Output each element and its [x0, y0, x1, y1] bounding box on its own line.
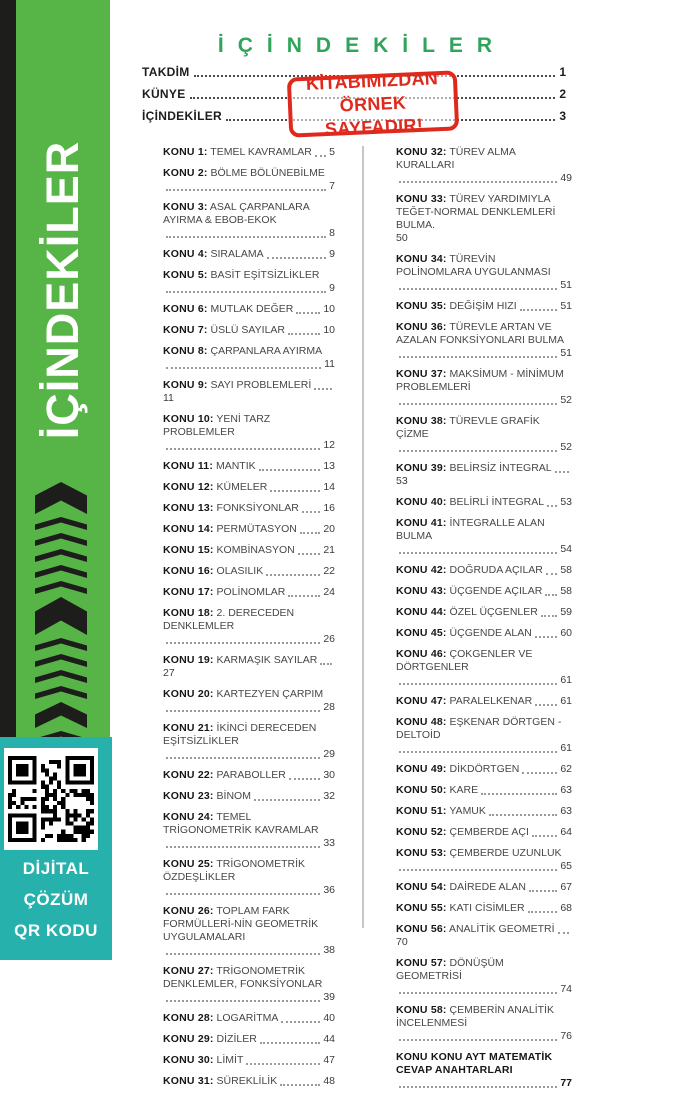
page-number: 22: [323, 565, 335, 577]
dot-leader: [296, 312, 320, 314]
toc-entry: [163, 586, 335, 599]
toc-entry-title: KONU 29: DİZİLER: [163, 1033, 257, 1045]
qr-caption-line: QR KODU: [14, 921, 98, 940]
toc-entry: [163, 565, 335, 578]
toc-entry-title: KONU 11: MANTIK: [163, 460, 256, 472]
dot-leader: [166, 291, 326, 293]
toc-entry: [396, 585, 572, 598]
toc-entry: [396, 923, 572, 949]
page-number: 14: [323, 481, 335, 493]
dot-leader: [166, 710, 320, 712]
toc-entry: [396, 648, 572, 687]
chevron-decoration: [35, 482, 87, 744]
qr-code-icon: [8, 756, 94, 842]
toc-entry: [163, 303, 335, 316]
toc-entry: [163, 688, 335, 714]
front-matter-label: TAKDİM: [142, 65, 190, 79]
page-number: 58: [560, 564, 572, 576]
page-number: 36: [323, 884, 335, 896]
page-title: İÇİNDEKİLER: [217, 34, 507, 57]
toc-entry-title: KONU 16: OLASILIK: [163, 565, 264, 577]
page-number: 52: [560, 441, 572, 453]
toc-entry: [396, 763, 572, 776]
toc-entry: [396, 462, 572, 488]
chevron-up-icon: [35, 654, 87, 667]
toc-entry: [396, 564, 572, 577]
page-number: 11: [324, 358, 335, 370]
toc-entry: [163, 269, 335, 295]
toc-entry-title: KONU 15: KOMBİNASYON: [163, 544, 295, 556]
page-number: 60: [560, 627, 572, 639]
toc-entry-title: KONU 55: KATI CİSİMLER: [396, 902, 525, 914]
toc-entry-title: KONU 3: ASAL ÇARPANLARA AYIRMA & EBOB-EKOK: [163, 201, 310, 226]
sidebar-vertical-title: İÇİNDEKİLER: [37, 140, 88, 440]
chevron-up-icon: [35, 581, 87, 594]
dot-leader: [166, 953, 320, 955]
page-number: 76: [560, 1030, 572, 1042]
toc-entry: [396, 695, 572, 708]
chevron-up-icon: [35, 686, 87, 699]
dot-leader: [399, 450, 557, 452]
arrow-up-icon: [35, 482, 87, 514]
page-number: 51: [560, 279, 572, 291]
toc-entry-title: KONU 6: MUTLAK DEĞER: [163, 303, 294, 315]
toc-entry: [163, 905, 335, 957]
dot-leader: [270, 490, 320, 492]
column-divider: [362, 146, 364, 928]
toc-entry: [163, 965, 335, 1004]
toc-entry-title: KONU 21: İKİNCİ DERECEDEN EŞİTSİZLİKLER: [163, 722, 317, 747]
toc-entry: [396, 496, 572, 509]
page-number: 32: [323, 790, 335, 802]
toc-entry: [396, 805, 572, 818]
dot-leader: [547, 505, 557, 507]
page-number: 26: [323, 633, 335, 645]
toc-entry: [163, 858, 335, 897]
page-number: 77: [560, 1077, 572, 1089]
dot-leader: [532, 835, 557, 837]
page-number: 11: [163, 392, 174, 404]
dot-leader: [522, 772, 557, 774]
dot-leader: [266, 574, 320, 576]
toc-entry: [163, 523, 335, 536]
toc-entry-title: KONU 19: KARMAŞIK SAYILAR: [163, 654, 318, 666]
dot-leader: [546, 573, 557, 575]
dot-leader: [528, 911, 558, 913]
dot-leader: [489, 814, 557, 816]
toc-entry: [396, 368, 572, 407]
dot-leader: [520, 309, 558, 311]
toc-entry-title: KONU 39: BELİRSİZ İNTEGRAL: [396, 462, 552, 474]
toc-entry-title: KONU 1: TEMEL KAVRAMLAR: [163, 146, 312, 158]
toc-entry-title: KONU 48: EŞKENAR DÖRTGEN - DELTOİD: [396, 716, 562, 741]
toc-entry: [163, 769, 335, 782]
toc-entry: [396, 1051, 572, 1090]
toc-entry: [396, 881, 572, 894]
page-number: 63: [560, 805, 572, 817]
chevron-up-icon: [35, 702, 87, 728]
qr-code-panel: [4, 748, 98, 850]
toc-entry: [163, 1012, 335, 1025]
sample-page-stamp: [287, 67, 459, 139]
page-number: 62: [560, 763, 572, 775]
page-number: 50: [396, 232, 408, 244]
toc-entry: [396, 253, 572, 292]
page-number: 10: [323, 324, 335, 336]
toc-entry-title: KONU 8: ÇARPANLARA AYIRMA: [163, 345, 323, 357]
dot-leader: [399, 552, 557, 554]
toc-entry-title: KONU 53: ÇEMBERDE UZUNLUK: [396, 847, 562, 859]
page-number: 29: [323, 748, 335, 760]
toc-entry: [396, 847, 572, 873]
page-number: 54: [560, 543, 572, 555]
toc-entry-title: KONU 42: DOĞRUDA AÇILAR: [396, 564, 543, 576]
toc-entry-title: KONU 40: BELİRLİ İNTEGRAL: [396, 496, 545, 508]
page-number: 27: [163, 667, 175, 679]
toc-entry: [163, 167, 335, 193]
dot-leader: [288, 595, 320, 597]
toc-entry: [396, 784, 572, 797]
digital-solution-panel: [0, 737, 112, 960]
toc-entry-title: KONU 23: BİNOM: [163, 790, 251, 802]
dot-leader: [399, 356, 557, 358]
chevron-up-icon: [35, 638, 87, 651]
toc-entry: [396, 321, 572, 360]
dot-leader: [166, 642, 320, 644]
dot-leader: [280, 1084, 320, 1086]
page-number: 47: [323, 1054, 335, 1066]
front-matter-label: İÇİNDEKİLER: [142, 109, 222, 123]
page-number: 38: [323, 944, 335, 956]
dot-leader: [166, 367, 321, 369]
toc-entry: [163, 544, 335, 557]
toc-entry: [163, 201, 335, 240]
page-number: 39: [323, 991, 335, 1003]
page-number: 2: [559, 87, 566, 101]
chevron-up-icon: [35, 565, 87, 578]
toc-entry-title: KONU 31: SÜREKLİLİK: [163, 1075, 278, 1087]
toc-entry: [163, 379, 335, 405]
toc-entry-title: KONU 46: ÇOKGENLER VE DÖRTGENLER: [396, 648, 533, 673]
chevron-up-icon: [35, 597, 87, 635]
dot-leader: [166, 236, 326, 238]
toc-entry-title: KONU 32: TÜREV ALMA KURALLARI: [396, 146, 516, 171]
dot-leader: [267, 257, 327, 259]
dot-leader: [555, 471, 569, 473]
toc-entry-title: KONU 28: LOGARİTMA: [163, 1012, 279, 1024]
page-number: 5: [329, 146, 335, 158]
toc-entry: [396, 193, 572, 245]
dot-leader: [166, 757, 320, 759]
toc-entry-title: KONU 58: ÇEMBERİN ANALİTİK İNCELENMESİ: [396, 1004, 554, 1029]
dot-leader: [166, 1000, 320, 1002]
toc-entry-title: KONU 38: TÜREVLE GRAFİK ÇİZME: [396, 415, 540, 440]
page-number: 10: [323, 303, 335, 315]
dot-leader: [529, 890, 557, 892]
toc-entry: [163, 345, 335, 371]
page-number: 3: [559, 109, 566, 123]
toc-entry: [396, 1004, 572, 1043]
stamp-line: KİTABIMIZDAN: [305, 67, 439, 94]
page-number: 53: [396, 475, 408, 487]
dot-leader: [399, 403, 557, 405]
dot-leader: [166, 846, 320, 848]
toc-entry-title: KONU 10: YENİ TARZ PROBLEMLER: [163, 413, 271, 438]
toc-entry: [163, 324, 335, 337]
toc-entry-title: KONU 14: PERMÜTASYON: [163, 523, 297, 535]
dot-leader: [281, 1021, 320, 1023]
toc-column-right: [396, 146, 572, 1098]
dot-leader: [558, 932, 569, 934]
dot-leader: [259, 469, 321, 471]
chevron-up-icon: [35, 533, 87, 546]
toc-entry-title: KONU 4: SIRALAMA: [163, 248, 264, 260]
toc-entry-title: KONU KONU AYT MATEMATİK CEVAP ANAHTARLARI: [396, 1051, 553, 1076]
toc-entry-title: KONU 24: TEMEL TRİGONOMETRİK KAVRAMLAR: [163, 811, 319, 836]
toc-entry: [163, 1033, 335, 1046]
toc-column-left: [163, 146, 335, 1096]
toc-entry: [163, 1075, 335, 1088]
toc-entry: [396, 517, 572, 556]
page-number: 12: [323, 439, 335, 451]
stamp-line: ÖRNEK SAYFADIR!: [324, 92, 424, 139]
toc-entry: [163, 460, 335, 473]
toc-entry: [163, 790, 335, 803]
toc-entry-title: KONU 50: KARE: [396, 784, 479, 796]
toc-entry-title: KONU 26: TOPLAM FARK FORMÜLLERİ-NİN GEOMETRİK UYGULAMALARI: [163, 905, 319, 943]
toc-entry: [396, 146, 572, 185]
toc-entry: [396, 627, 572, 640]
dot-leader: [399, 751, 557, 753]
page-number: 52: [560, 394, 572, 406]
toc-entry-title: KONU 47: PARALELKENAR: [396, 695, 533, 707]
page-number: 13: [323, 460, 335, 472]
qr-caption-line: ÇÖZÜM: [23, 890, 89, 909]
toc-entry-title: KONU 41: İNTEGRALLE ALAN BULMA: [396, 517, 545, 542]
page-number: 8: [329, 227, 335, 239]
toc-entry: [396, 826, 572, 839]
page-number: 20: [323, 523, 335, 535]
qr-caption-line: DİJİTAL: [22, 859, 90, 878]
page-number: 24: [323, 586, 335, 598]
page-number: 65: [560, 860, 572, 872]
dot-leader: [260, 1042, 321, 1044]
toc-entry-title: KONU 51: YAMUK: [396, 805, 486, 817]
page-number: 21: [323, 544, 335, 556]
dot-leader: [300, 532, 320, 534]
chevron-up-icon: [35, 670, 87, 683]
toc-entry-title: KONU 56: ANALİTİK GEOMETRİ: [396, 923, 555, 935]
page-number: 1: [559, 65, 566, 79]
toc-entry-title: KONU 35: DEĞİŞİM HIZI: [396, 300, 517, 312]
page-number: 48: [323, 1075, 335, 1087]
toc-entry: [163, 1054, 335, 1067]
page-number: 70: [396, 936, 408, 948]
toc-entry-title: KONU 5: BASİT EŞİTSİZLİKLER: [163, 269, 320, 281]
toc-entry-title: KONU 18: 2. DERECEDEN DENKLEMLER: [163, 607, 295, 632]
page-number: 63: [560, 784, 572, 796]
chevron-up-icon: [35, 517, 87, 530]
toc-entry: [396, 902, 572, 915]
page-number: 40: [323, 1012, 335, 1024]
toc-entry: [163, 248, 335, 261]
page-number: 49: [560, 172, 572, 184]
dot-leader: [166, 893, 320, 895]
toc-entry-title: KONU 20: KARTEZYEN ÇARPIM: [163, 688, 324, 700]
toc-entry: [163, 811, 335, 850]
dot-leader: [399, 992, 557, 994]
front-matter-label: KÜNYE: [142, 87, 186, 101]
dot-leader: [399, 1086, 557, 1088]
dot-leader: [399, 1039, 557, 1041]
toc-entry: [396, 606, 572, 619]
dot-leader: [289, 778, 321, 780]
dot-leader: [320, 663, 332, 665]
dot-leader: [399, 288, 557, 290]
page-number: 61: [560, 742, 572, 754]
page-number: 30: [323, 769, 335, 781]
dot-leader: [399, 181, 557, 183]
dot-leader: [314, 388, 332, 390]
page-number: 44: [323, 1033, 335, 1045]
dot-leader: [166, 448, 320, 450]
page-number: 59: [560, 606, 572, 618]
toc-entry: [163, 502, 335, 515]
toc-entry-title: KONU 30: LİMİT: [163, 1054, 244, 1066]
page-number: 53: [560, 496, 572, 508]
dot-leader: [166, 189, 326, 191]
chevron-up-icon: [35, 549, 87, 562]
toc-entry-title: KONU 43: ÜÇGENDE AÇILAR: [396, 585, 543, 597]
dot-leader: [541, 615, 557, 617]
dot-leader: [288, 333, 320, 335]
toc-entry-title: KONU 22: PARABOLLER: [163, 769, 286, 781]
toc-entry: [163, 722, 335, 761]
page-number: 64: [560, 826, 572, 838]
page-number: 33: [323, 837, 335, 849]
page-number: 67: [560, 881, 572, 893]
left-black-bar: [0, 0, 16, 737]
page-number: 7: [329, 180, 335, 192]
toc-entry-title: KONU 57: DÖNÜŞÜM GEOMETRİSİ: [396, 957, 504, 982]
toc-entry: [163, 146, 335, 159]
qr-caption: [0, 853, 112, 946]
page-number: 28: [323, 701, 335, 713]
dot-leader: [302, 511, 321, 513]
toc-entry: [163, 413, 335, 452]
toc-entry: [396, 957, 572, 996]
toc-entry-title: KONU 17: POLİNOMLAR: [163, 586, 286, 598]
toc-entry-title: KONU 44: ÖZEL ÜÇGENLER: [396, 606, 538, 618]
toc-entry-title: KONU 37: MAKSİMUM - MİNİMUM PROBLEMLERİ: [396, 368, 564, 393]
page-number: 58: [560, 585, 572, 597]
page-number: 9: [329, 282, 335, 294]
toc-entry: [396, 716, 572, 755]
toc-entry-title: KONU 52: ÇEMBERDE AÇI: [396, 826, 529, 838]
toc-entry: [396, 415, 572, 454]
page-number: 68: [560, 902, 572, 914]
toc-entry-title: KONU 2: BÖLME BÖLÜNEBİLME: [163, 167, 325, 179]
dot-leader: [246, 1063, 320, 1065]
toc-entry-title: KONU 7: ÜSLÜ SAYILAR: [163, 324, 285, 336]
toc-entry-title: KONU 36: TÜREVLE ARTAN VE AZALAN FONKSİYONLARI BULMA: [396, 321, 565, 346]
toc-entry-title: KONU 45: ÜÇGENDE ALAN: [396, 627, 532, 639]
page-number: 51: [560, 347, 572, 359]
toc-entry: [163, 654, 335, 680]
toc-entry-title: KONU 12: KÜMELER: [163, 481, 268, 493]
dot-leader: [254, 799, 320, 801]
dot-leader: [535, 636, 558, 638]
toc-entry-title: KONU 9: SAYI PROBLEMLERİ: [163, 379, 312, 391]
dot-leader: [298, 553, 321, 555]
toc-entry-title: KONU 49: DİKDÖRTGEN: [396, 763, 520, 775]
toc-entry-title: KONU 33: TÜREV YARDIMIYLA TEĞET-NORMAL DENKLEMLERİ BULMA.: [396, 193, 556, 231]
dot-leader: [481, 793, 557, 795]
toc-entry-title: KONU 25: TRİGONOMETRİK ÖZDEŞLİKLER: [163, 858, 306, 883]
page-number: 74: [560, 983, 572, 995]
toc-entry-title: KONU 34: TÜREVİN POLİNOMLARA UYGULANMASI: [396, 253, 551, 278]
dot-leader: [535, 704, 557, 706]
toc-entry: [163, 481, 335, 494]
page-number: 61: [560, 695, 572, 707]
dot-leader: [399, 869, 557, 871]
toc-entry-title: KONU 13: FONKSİYONLAR: [163, 502, 299, 514]
toc-entry-title: KONU 54: DAİREDE ALAN: [396, 881, 526, 893]
page-number: 16: [323, 502, 335, 514]
toc-entry: [163, 607, 335, 646]
dot-leader: [545, 594, 557, 596]
page-number: 51: [560, 300, 572, 312]
page-number: 9: [329, 248, 335, 260]
dot-leader: [399, 683, 557, 685]
toc-entry-title: KONU 27: TRİGONOMETRİK DENKLEMLER, FONKSİYONLAR: [163, 965, 323, 990]
toc-entry: [396, 300, 572, 313]
dot-leader: [315, 155, 326, 157]
page-number: 61: [560, 674, 572, 686]
